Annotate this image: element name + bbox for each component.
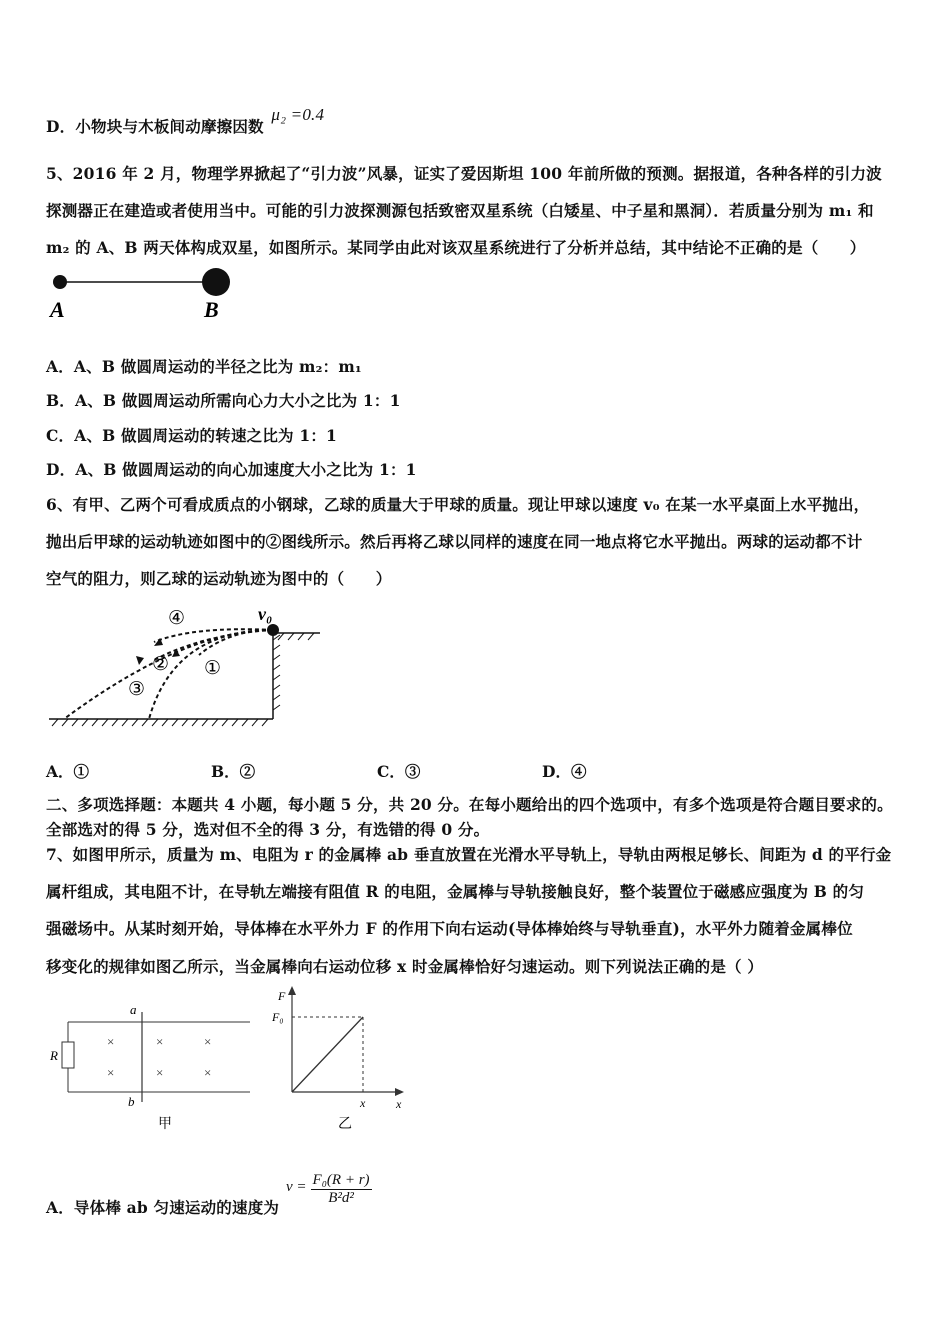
q7-formula-lhs: v = — [286, 1179, 307, 1195]
q7-f-line — [292, 1017, 363, 1092]
q7-formula-numerator: F₀(R + r) — [312, 1172, 370, 1188]
q7-f0-label: F₀ — [272, 1010, 284, 1024]
q6-ground-hatch — [52, 719, 268, 726]
q7-x-tick-label: x — [360, 1096, 366, 1110]
q6-trajectory-figure — [44, 600, 324, 730]
q6-option-c: C．③ — [377, 762, 421, 781]
q7-axis-f-label: F — [278, 989, 286, 1003]
q7-x-axis-arrow — [395, 1088, 404, 1096]
q6-table-hatch — [278, 633, 314, 640]
q7-field-mark: × — [107, 1034, 115, 1049]
q5-label-a: A — [50, 297, 65, 322]
q7-stem-line-2: 属杆组成，其电阻不计，在导轨左端接有阻值 R 的电阻，金属棒与导轨接触良好，整个装置位于磁感应强度为 B 的匀 — [46, 882, 865, 901]
q7-option-a-text: A．导体棒 ab 匀速运动的速度为 — [46, 1198, 280, 1217]
q7-formula-denominator: B²d² — [328, 1190, 354, 1206]
q5-stem-line-1: 5、2016 年 2 月，物理学界掀起了“引力波”风暴，证实了爱因斯坦 100 年前所做的预测。据报道，各种各样的引力波 — [46, 164, 882, 183]
q5-stem-line-3: m₂ 的 A、B 两天体构成双星，如图所示。某同学由此对该双星系统进行了分析并总结，其中结论不正确的是（ ） — [46, 238, 866, 257]
q7-formula-fraction — [311, 1172, 372, 1207]
q5-star-b — [202, 268, 230, 296]
q5-option-d: D．A、B 做圆周运动的向心加速度大小之比为 1：1 — [46, 460, 417, 479]
q6-stem-line-2: 抛出后甲球的运动轨迹如图中的②图线所示。然后再将乙球以同样的速度在同一地点将它水平抛出。两球的运动都不计 — [46, 532, 863, 551]
q7-label-a: a — [130, 1002, 137, 1017]
q7-stem-line-3: 强磁场中。从某时刻开始，导体棒在水平外力 F 的作用下向右运动(导体棒始终与导轨垂直)，水平外力随着金属棒位 — [46, 919, 853, 938]
q5-option-b: B．A、B 做圆周运动所需向心力大小之比为 1：1 — [46, 391, 401, 410]
q7-f-axis-arrow — [288, 986, 296, 995]
q6-stem-line-3: 空气的阻力，则乙球的运动轨迹为图中的（ ） — [46, 569, 392, 588]
q7-figure-jia — [44, 998, 260, 1134]
q5-option-a: A．A、B 做圆周运动的半径之比为 m₂：m₁ — [46, 357, 362, 376]
q5-stem-line-2: 探测器正在建造或者使用当中。可能的引力波探测源包括致密双星系统（白矮星、中子星和黑洞）．若质量分别为 m₁ 和 — [46, 201, 874, 220]
q7-label-b: b — [128, 1094, 135, 1109]
q6-option-b: B．② — [211, 762, 256, 781]
q6-label-2: ② — [152, 654, 170, 675]
q6-curve-2 — [154, 630, 273, 660]
q7-caption-jia: 甲 — [158, 1117, 172, 1132]
q4-option-d-text: D．小物块与木板间动摩擦因数 — [46, 117, 264, 136]
q7-field-mark: × — [204, 1065, 212, 1080]
q6-label-1: ① — [204, 658, 222, 679]
q7-field-mark: × — [204, 1034, 212, 1049]
q6-cliff-hatch — [273, 635, 280, 710]
q5-label-b: B — [204, 297, 219, 322]
q7-figure-yi — [268, 982, 408, 1134]
q7-axis-x-label: x — [396, 1097, 402, 1111]
q6-arrow-3 — [136, 656, 144, 665]
q6-label-3: ③ — [128, 679, 146, 700]
q7-caption-yi: 乙 — [338, 1117, 352, 1132]
q7-label-r: R — [50, 1048, 58, 1063]
q7-field-mark: × — [156, 1065, 164, 1080]
q4-option-d-formula: μ₂ =0.4 — [271, 105, 325, 124]
q7-stem-line-1: 7、如图甲所示，质量为 m、电阻为 r 的金属棒 ab 垂直放置在光滑水平导轨上，导轨由两根足够长、间距为 d 的平行金 — [46, 845, 892, 864]
q5-binary-star-figure — [40, 262, 250, 324]
q7-option-a-formula — [286, 1172, 372, 1207]
q4-option-d — [46, 105, 325, 137]
q7-field-mark: × — [107, 1065, 115, 1080]
q6-option-d: D．④ — [542, 762, 587, 781]
q7-field-mark: × — [156, 1034, 164, 1049]
q7-stem-line-4: 移变化的规律如图乙所示，当金属棒向右运动位移 x 时金属棒恰好匀速运动。则下列说法正确的是（ ） — [46, 957, 764, 976]
q6-v0-label: v₀ — [258, 604, 273, 624]
q5-option-c: C．A、B 做圆周运动的转速之比为 1：1 — [46, 426, 338, 445]
section2-line-1: 二、多项选择题：本题共 4 小题，每小题 5 分，共 20 分。在每小题给出的四个选项中，有多个选项是符合题目要求的。 — [46, 795, 893, 814]
q6-label-4: ④ — [168, 608, 186, 629]
q5-star-a — [53, 275, 67, 289]
q7-resistor — [62, 1042, 74, 1068]
q6-option-a: A．① — [46, 762, 90, 781]
q6-stem-line-1: 6、有甲、乙两个可看成质点的小钢球，乙球的质量大于甲球的质量。现让甲球以速度 v₀ 在某一水平桌面上水平抛出， — [46, 495, 870, 514]
section2-line-2: 全部选对的得 5 分，选对但不全的得 3 分，有选错的得 0 分。 — [46, 820, 490, 839]
